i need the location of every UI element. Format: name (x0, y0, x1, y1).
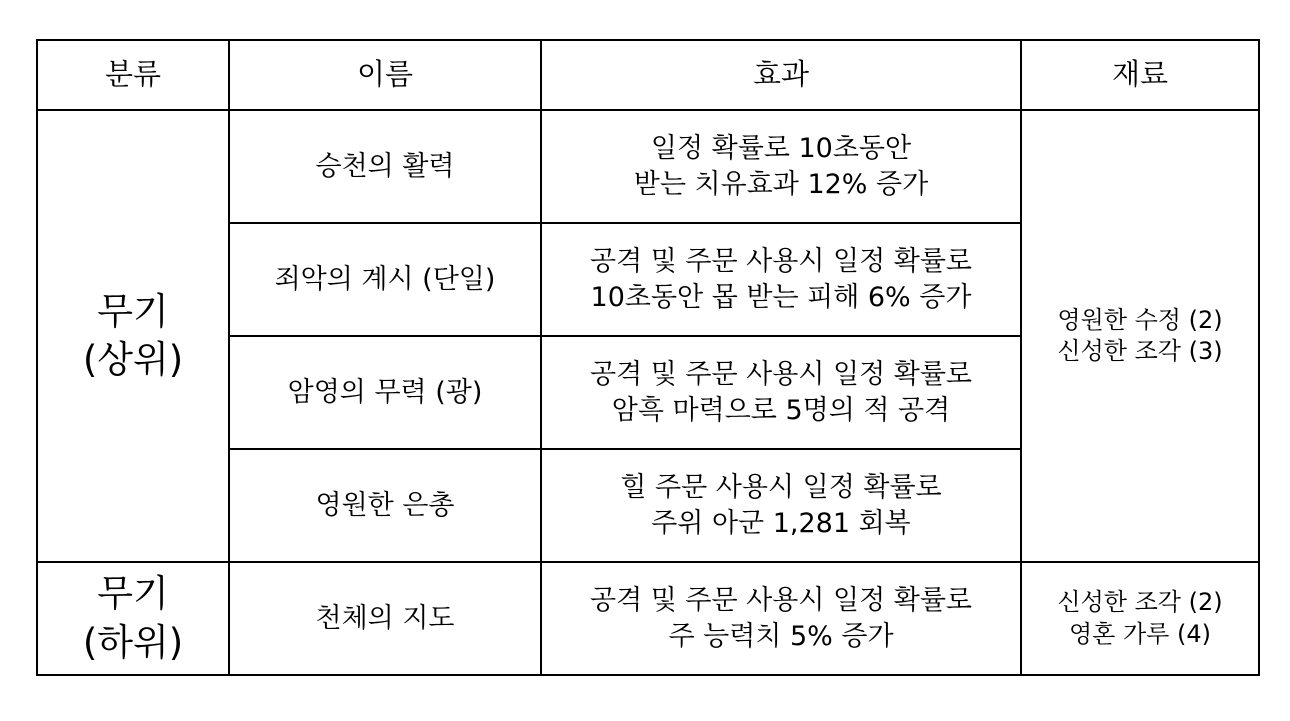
item-effect (541, 336, 1021, 449)
material-cell (1021, 110, 1259, 562)
item-name: 천체의 지도 (229, 562, 541, 675)
header-name: 이름 (229, 40, 541, 110)
item-effect (541, 223, 1021, 336)
material-line: 신성한 조각 (3) (1057, 337, 1223, 365)
effect-line: 받는 치유효과 12% 증가 (633, 168, 929, 200)
category-label: 무기 (97, 572, 169, 616)
item-effect (541, 562, 1021, 675)
effect-line: 힐 주문 사용시 일정 확률로 (620, 472, 942, 504)
category-sub-label: (상위) (82, 338, 184, 381)
material-line: 영혼 가루 (4) (1069, 619, 1211, 648)
category-sub-label: (하위) (82, 620, 184, 664)
table-row (37, 110, 1259, 223)
material-line: 신성한 조각 (2) (1057, 588, 1223, 617)
material-line: 영원한 수정 (2) (1057, 305, 1223, 334)
effect-line: 10초동안 몹 받는 피해 6% 증가 (590, 281, 972, 313)
effect-line: 공격 및 주문 사용시 일정 확률로 (590, 246, 972, 278)
header-row (37, 40, 1259, 110)
category-cell (37, 562, 229, 675)
effect-line: 일정 확률로 10초동안 (650, 133, 912, 165)
item-table (36, 39, 1260, 676)
item-name: 승천의 활력 (229, 110, 541, 223)
effect-line: 암흑 마력으로 5명의 적 공격 (611, 394, 951, 426)
effect-line: 주 능력치 5% 증가 (668, 620, 894, 652)
effect-line: 공격 및 주문 사용시 일정 확률로 (590, 585, 972, 617)
effect-line: 공격 및 주문 사용시 일정 확률로 (590, 359, 972, 391)
table-row (37, 562, 1259, 675)
category-cell (37, 110, 229, 562)
category-label: 무기 (97, 289, 169, 333)
item-effect (541, 449, 1021, 562)
item-effect (541, 110, 1021, 223)
header-effect: 효과 (541, 40, 1021, 110)
header-material: 재료 (1021, 40, 1259, 110)
item-name: 죄악의 계시 (단일) (229, 223, 541, 336)
item-name: 영원한 은총 (229, 449, 541, 562)
header-category: 분류 (37, 40, 229, 110)
item-name: 암영의 무력 (광) (229, 336, 541, 449)
effect-line: 주위 아군 1,281 회복 (651, 507, 911, 539)
material-cell (1021, 562, 1259, 675)
